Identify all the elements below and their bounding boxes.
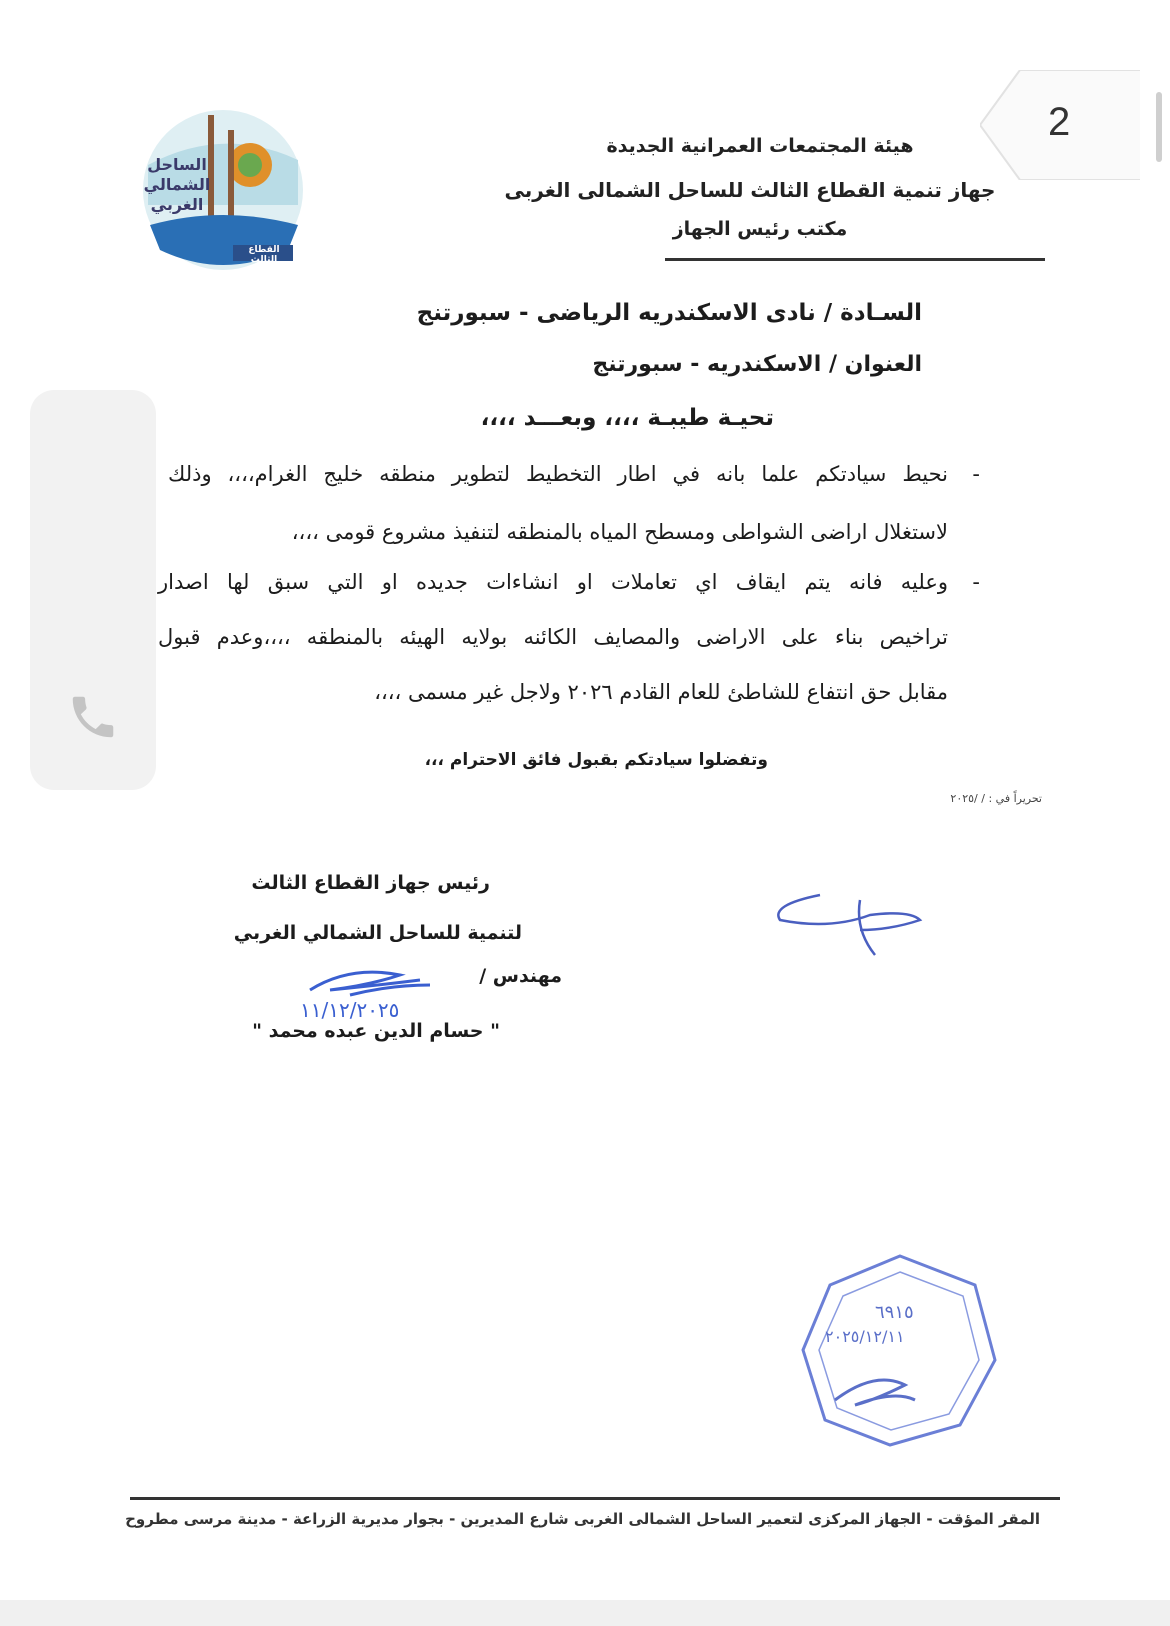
header-line-2: جهاز تنمية القطاع الثالث للساحل الشمالى الغربى: [504, 178, 996, 202]
organization-logo: [138, 105, 308, 275]
date-line: تحريراً في : / /٢٠٢٥: [950, 792, 1042, 805]
logo-band-text: القطاع الثالث: [248, 245, 280, 265]
footer-divider: [130, 1497, 1060, 1500]
greeting: تحيـة طيبـة ،،،، وبعـــد ،،،،: [480, 405, 774, 431]
signatory-title-2: لتنمية للساحل الشمالي الغربي: [233, 922, 522, 944]
page-number: 2: [1048, 100, 1071, 144]
paragraph-2-line-1: وعليه فانه يتم ايقاف اي تعاملات او انشاءات جديده او التي سبق لها اصدار: [158, 570, 948, 594]
paragraph-1-line-2: لاستغلال اراضى الشواطى ومسطح المياه بالمنطقه لتنفيذ مشروع قومى ،،،،: [291, 520, 948, 544]
header-line-3: مكتب رئيس الجهاز: [672, 218, 848, 240]
phone-icon[interactable]: [66, 690, 120, 744]
initials-signature: [770, 880, 940, 970]
recipient-to: السـادة / نادى الاسكندريه الرياضى - سبورتنج: [416, 300, 922, 326]
handwritten-signature: [290, 955, 470, 1025]
footer-address: المقر المؤقت - الجهاز المركزى لتعمير الساحل الشمالى الغربى شارع المديرين - بجوار مديرية الزراعة - مدينة مرسى مطروح: [125, 1510, 1040, 1528]
closing: وتفضلوا سيادتكم بقبول فائق الاحترام ،،،: [424, 750, 768, 770]
paragraph-2-line-3: مقابل حق انتفاع للشاطئ للعام القادم ٢٠٢٦ ولاجل غير مسمى ،،،،: [374, 680, 948, 704]
logo-text: الساحل الشمالي الغربي: [143, 155, 211, 214]
signatory-name: " حسام الدين عبده محمد ": [252, 1020, 500, 1042]
page-indicator: [980, 70, 1140, 180]
paragraph-1-line-1: نحيط سيادتكم علما بانه في اطار التخطيط لتطوير منطقه خليج الغرام،،،، وذلك: [168, 462, 948, 486]
signatory-title-1: رئيس جهاز القطاع الثالث: [251, 872, 490, 894]
svg-text:٦٩١٥: ٦٩١٥: [875, 1302, 914, 1323]
floating-call-widget[interactable]: [30, 390, 156, 790]
header-line-1: هيئة المجتمعات العمرانية الجديدة: [606, 135, 914, 157]
svg-text:١١/١٢/٢٠٢٥: ١١/١٢/٢٠٢٥: [300, 998, 400, 1022]
official-stamp: [795, 1250, 1005, 1450]
header-divider: [665, 258, 1045, 261]
viewer-bottom-edge: [0, 1600, 1170, 1626]
svg-text:٢٠٢٥/١٢/١١: ٢٠٢٥/١٢/١١: [825, 1327, 905, 1346]
engineer-label: مهندس /: [479, 965, 562, 987]
paragraph-2-line-2: تراخيص بناء على الاراضى والمصايف الكائنه بولايه الهيئه بالمنطقه ،،،،وعدم قبول: [158, 625, 948, 649]
scrollbar[interactable]: [1156, 92, 1162, 162]
recipient-address: العنوان / الاسكندريه - سبورتنج: [592, 352, 922, 377]
bullet: -: [972, 570, 980, 594]
bullet: -: [972, 462, 980, 486]
